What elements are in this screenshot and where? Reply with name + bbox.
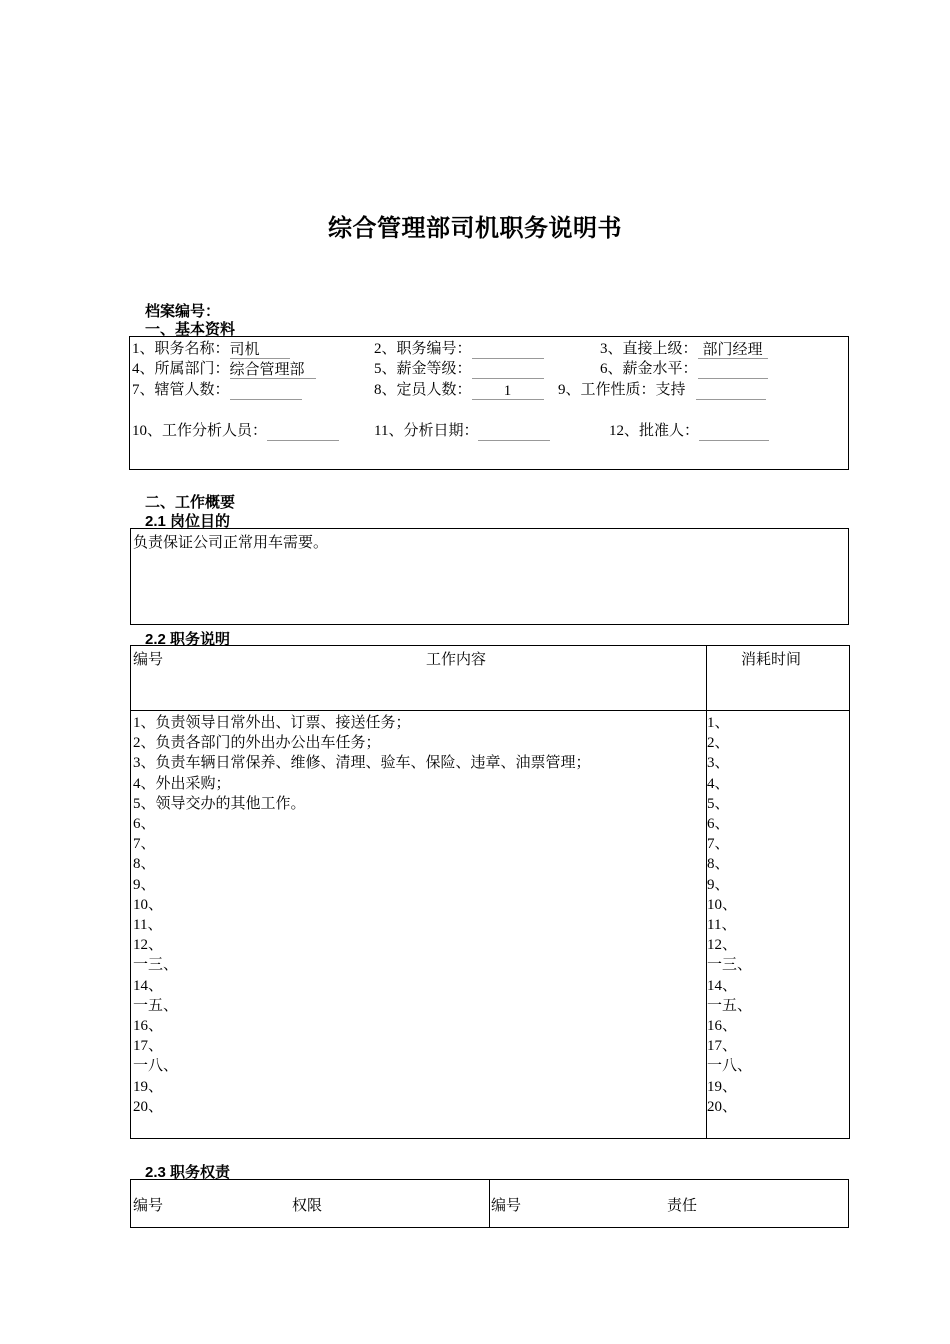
authority-column-divider — [489, 1180, 490, 1227]
time-item: 19、 — [707, 1078, 738, 1095]
page-title: 综合管理部司机职务说明书 — [328, 215, 622, 242]
field-department-label: 4、所属部门： — [132, 361, 230, 377]
duty-item: 19、 — [133, 1078, 164, 1095]
field-job-title — [132, 339, 290, 359]
field-analysis-date-blank — [478, 422, 550, 441]
section1-heading: 一、基本资料 — [145, 321, 236, 338]
time-item: 10、 — [707, 896, 738, 913]
time-item: 20、 — [707, 1098, 738, 1115]
field-work-nature-value: 支持 — [655, 382, 686, 398]
field-headcount-value: 1 — [472, 381, 544, 400]
section22-heading: 2.2 职务说明 — [145, 631, 231, 648]
duties-header-divider — [131, 710, 849, 711]
job-purpose-text: 负责保证公司正常用车需要。 — [133, 535, 329, 551]
duty-item: 11、 — [133, 917, 163, 933]
section21-heading: 2.1 岗位目的 — [145, 513, 231, 530]
job-purpose-box — [130, 528, 849, 625]
field-subordinates-blank — [230, 381, 302, 400]
time-item: 8、 — [707, 856, 730, 873]
field-salary-level-blank — [698, 360, 768, 379]
duty-item: 5、领导交办的其他工作。 — [133, 795, 306, 812]
authority-header-no2: 编号 — [491, 1198, 522, 1214]
time-item: 7、 — [707, 836, 730, 853]
field-direct-superior-label: 3、直接上级： — [600, 341, 698, 357]
authority-header-responsibility: 责任 — [667, 1198, 698, 1214]
duty-item: 17、 — [133, 1038, 164, 1055]
time-item: 一五、 — [707, 997, 753, 1014]
time-item: 2、 — [707, 735, 730, 752]
field-subordinates — [132, 380, 302, 400]
time-item: 6、 — [707, 816, 730, 832]
duties-header-no: 编号 — [133, 652, 164, 668]
duties-header-content: 工作内容 — [426, 652, 487, 668]
time-item: 11、 — [707, 917, 737, 933]
time-item: 16、 — [707, 1018, 738, 1034]
section2-heading: 二、工作概要 — [145, 494, 236, 511]
archive-number-label: 档案编号： — [145, 303, 221, 320]
section23-heading: 2.3 职务权责 — [145, 1164, 231, 1181]
field-salary-grade-blank — [472, 360, 544, 379]
duty-item: 一八、 — [133, 1058, 179, 1075]
field-job-number-label: 2、职务编号： — [374, 341, 472, 357]
duties-table — [130, 645, 850, 1139]
field-analysis-date-label: 11、分析日期： — [374, 423, 479, 439]
field-headcount — [374, 380, 544, 400]
field-salary-grade — [374, 359, 544, 379]
field-department — [132, 359, 316, 379]
duty-item: 一五、 — [133, 997, 179, 1014]
field-work-nature-blank — [696, 381, 766, 400]
field-job-number — [374, 339, 544, 359]
field-job-number-blank — [472, 340, 544, 359]
time-item: 3、 — [707, 755, 730, 772]
field-subordinates-label: 7、辖管人数： — [132, 382, 230, 398]
field-analyst-blank — [267, 422, 339, 441]
duty-item: 16、 — [133, 1018, 164, 1034]
time-item: 一八、 — [707, 1058, 753, 1075]
time-item: 4、 — [707, 775, 730, 792]
duty-item: 14、 — [133, 977, 164, 994]
field-salary-level-label: 6、薪金水平： — [600, 361, 698, 377]
duty-item: 3、负责车辆日常保养、维修、清理、验车、保险、违章、油票管理； — [133, 755, 591, 772]
field-work-nature-label: 9、工作性质： — [558, 382, 656, 398]
field-job-title-label: 1、职务名称： — [132, 341, 230, 357]
field-approver-blank — [699, 422, 769, 441]
field-analysis-date — [374, 421, 550, 441]
field-salary-grade-label: 5、薪金等级： — [374, 361, 472, 377]
duty-item: 7、 — [133, 836, 156, 853]
field-direct-superior-value: 部门经理 — [698, 340, 768, 359]
duty-item: 2、负责各部门的外出办公出车任务； — [133, 735, 381, 752]
duty-item: 8、 — [133, 856, 156, 873]
field-analyst-label: 10、工作分析人员： — [132, 423, 268, 439]
authority-header-no: 编号 — [133, 1198, 164, 1214]
field-approver — [609, 421, 769, 441]
duty-item: 4、外出采购； — [133, 775, 231, 792]
field-approver-label: 12、批准人： — [609, 423, 700, 439]
duties-header-time: 消耗时间 — [741, 652, 802, 668]
time-item: 1、 — [707, 715, 730, 731]
field-salary-level — [600, 359, 768, 379]
time-item: 一三、 — [707, 957, 753, 974]
field-analyst — [132, 421, 339, 441]
time-item: 12、 — [707, 937, 738, 954]
field-work-nature — [558, 380, 766, 400]
time-item: 17、 — [707, 1038, 738, 1055]
time-item: 9、 — [707, 876, 730, 893]
field-direct-superior — [600, 339, 768, 359]
field-headcount-label: 8、定员人数： — [374, 382, 472, 398]
authority-header-authority: 权限 — [292, 1198, 323, 1214]
duty-item: 6、 — [133, 816, 156, 832]
field-department-value: 综合管理部 — [230, 360, 316, 379]
time-item: 14、 — [707, 977, 738, 994]
authority-table — [130, 1179, 849, 1228]
duty-item: 20、 — [133, 1098, 164, 1115]
field-job-title-value: 司机 — [230, 340, 290, 359]
basic-info-box — [129, 336, 849, 470]
duty-item: 1、负责领导日常外出、订票、接送任务； — [133, 715, 411, 731]
duty-item: 一三、 — [133, 957, 179, 974]
duty-item: 9、 — [133, 876, 156, 893]
time-item: 5、 — [707, 795, 730, 812]
duty-item: 12、 — [133, 937, 164, 954]
duty-item: 10、 — [133, 896, 164, 913]
